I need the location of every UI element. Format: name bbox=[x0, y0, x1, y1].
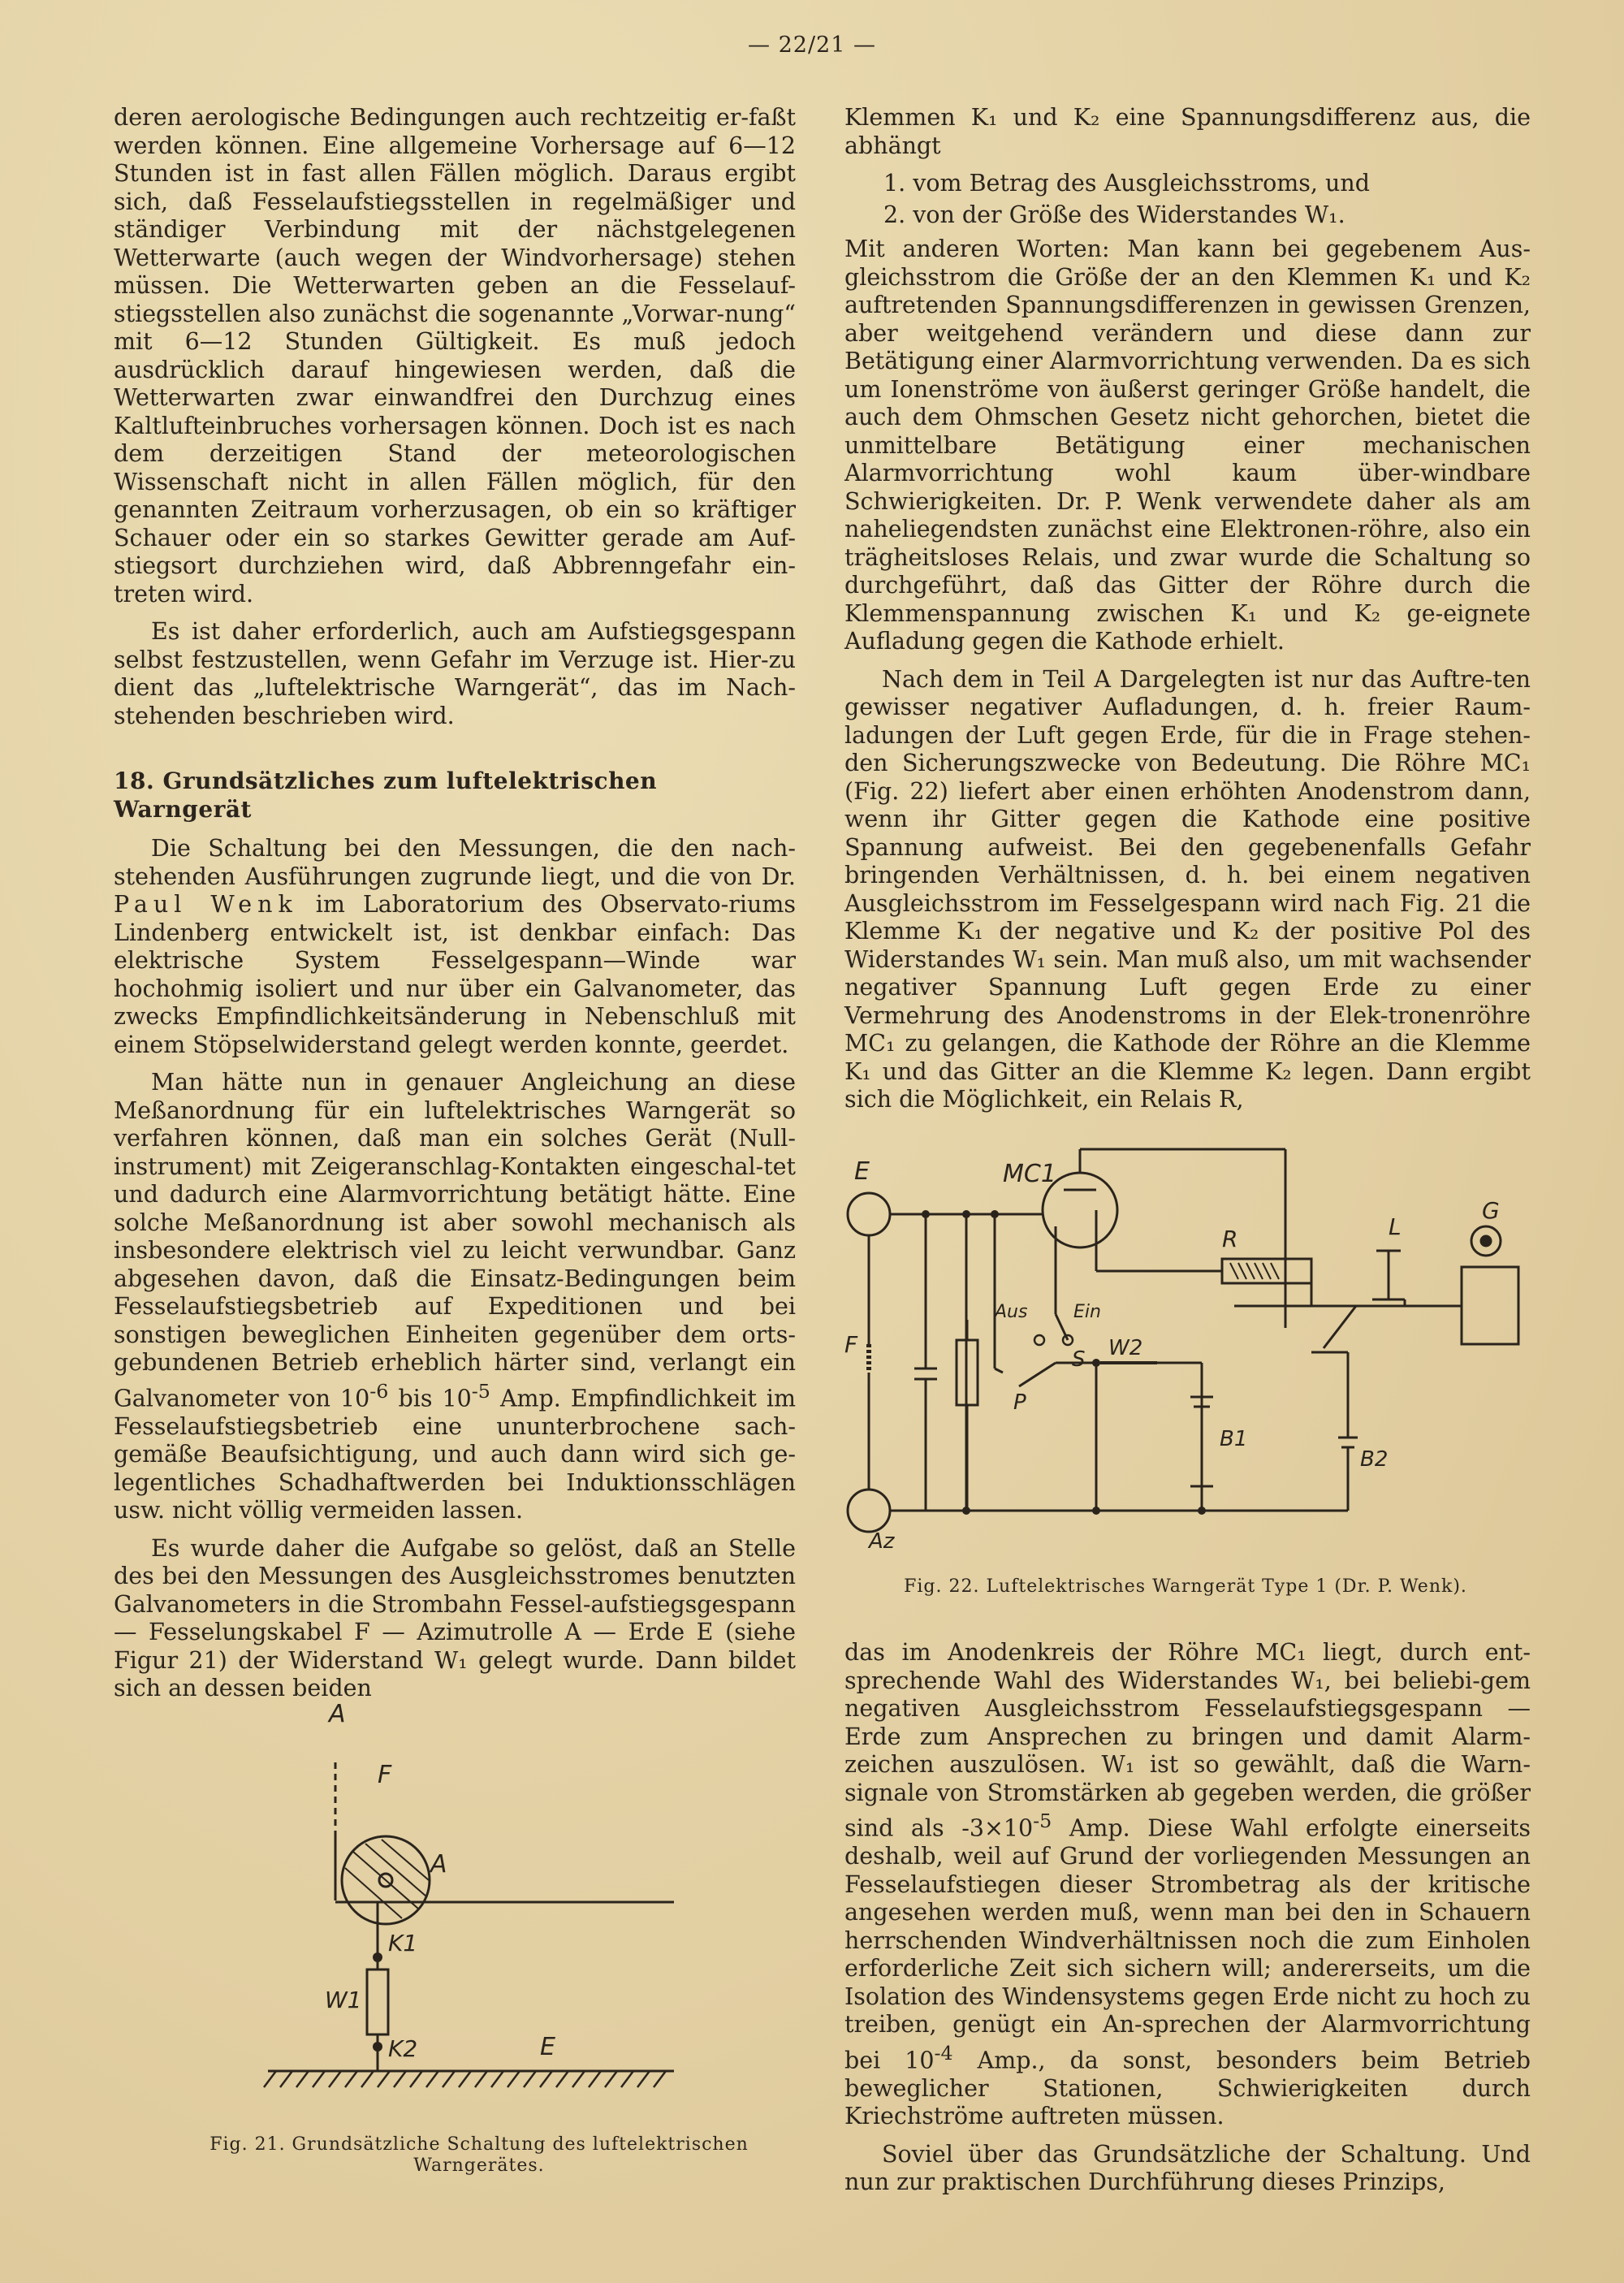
enumeration bbox=[883, 170, 1531, 229]
label-b2: B2 bbox=[1360, 1447, 1389, 1472]
label-e: E bbox=[854, 1157, 870, 1186]
left-column bbox=[114, 104, 796, 1713]
label-ein: Ein bbox=[1073, 1302, 1101, 1322]
terminal-k2 bbox=[373, 2042, 382, 2052]
paragraph: Es ist daher erforderlich, auch am Aufstiegsgespann selbst festzustellen, wenn Gefahr im Verzuge ist. Hier-zu dient das „luftelektrische Warngerät“, das im Nach-stehenden beschrieben wird. bbox=[114, 618, 796, 729]
text-run: Man hätte nun in genauer Angleichung an diese Meßanordnung für ein luftelektrisches Warngerät so verfahren können, daß man ein solches Gerät (Null-instrument) mit Zeigeranschlag-Kontakten eingeschal-tet und dadurch eine Alarmvorrichtung betätigt hätte. Eine solche Meßanordnung ist aber sowohl mechanisch als insbesondere elektrisch viel zu leicht verwundbar. Ganz abgesehen davon, daß die Einsatz-Bedingungen beim Fesselaufstiegsbetrieb auf Expeditionen und bei sonstigen beweglichen Einheiten gegenüber dem orts-gebundenen Betrieb erheblich härter sind, verlangt ein Galvanometer von 10 bbox=[114, 1069, 796, 1412]
label-az: Az bbox=[869, 1529, 895, 1554]
exponent: -6 bbox=[369, 1379, 389, 1403]
paragraph: Es wurde daher die Aufgabe so gelöst, daß an Stelle des bei den Messungen des Ausgleichsstromes benutzten Galvanometers in die Strombahn Fessel-aufstiegsgespann — Fesselungskabel F — Azimutrolle A — Erde E (siehe Figur 21) der Widerstand W₁ gelegt wurde. Dann bildet sich an dessen beiden bbox=[114, 1534, 796, 1701]
label-mc1: MC1 bbox=[1003, 1160, 1056, 1188]
text-run: das im Anodenkreis der Röhre MC₁ liegt, durch ent-sprechende Wahl des Widerstandes W₁, bei beliebi-gem negativen Ausgleichsstrom Fesselaufstiegsgespann — Erde zum Ansprechen zu bringen und damit Alarm-zeichen auszulösen. W₁ ist so gewählt, daß die Warn-signale von Stromstärken ab gegeben werden, die größer sind als -3×10 bbox=[844, 1639, 1531, 1842]
figure-22 bbox=[836, 1145, 1535, 1567]
fig21-caption: Fig. 21. Grundsätzliche Schaltung des luftelektrischen Warngerätes. bbox=[209, 2134, 749, 2176]
terminal-e bbox=[848, 1193, 890, 1235]
label-a-top: A bbox=[329, 1700, 346, 1728]
bell-g bbox=[1462, 1267, 1518, 1344]
list-item: 2. von der Größe des Widerstandes W₁. bbox=[883, 201, 1345, 228]
paragraph: Soviel über das Grundsätzliche der Schaltung. Und nun zur praktischen Durchführung dieses Prinzips, bbox=[844, 2140, 1531, 2195]
label-aus: Aus bbox=[995, 1302, 1028, 1322]
exponent: -5 bbox=[1033, 1810, 1052, 1832]
fig21-diagram bbox=[244, 1689, 698, 2128]
resistor-w1 bbox=[367, 1970, 388, 2034]
text-run: im Laboratorium des Observato-riums Lindenberg entwickelt ist, ist denkbar einfach: Das elektrische System Fesselgespann—Winde war hochohmig isoliert und nur über ein Galvanometer, das zwecks Empfindlichkeitsänderung in Nebenschluß mit einem Stöpselwiderstand gelegt werden konnte, geerdet. bbox=[114, 891, 796, 1058]
list-item: 1. vom Betrag des Ausgleichsstroms, und bbox=[883, 170, 1371, 197]
paragraph bbox=[114, 835, 796, 1059]
label-b1: B1 bbox=[1220, 1427, 1248, 1451]
text-run: Amp., da sonst, besonders beim Betrieb beweglicher Stationen, Schwierigkeiten durch Kriechströme auftreten müssen. bbox=[844, 2047, 1531, 2130]
terminal-az bbox=[848, 1490, 890, 1532]
paragraph bbox=[114, 1069, 796, 1525]
figure-21 bbox=[244, 1689, 698, 2128]
right-column bbox=[844, 104, 1531, 1124]
text-run: bis 10 bbox=[388, 1385, 472, 1412]
relay-coil bbox=[1230, 1263, 1279, 1279]
label-k1: K1 bbox=[388, 1930, 418, 1957]
terminal-k1 bbox=[373, 1952, 382, 1962]
right-column-lower bbox=[844, 1639, 1531, 2207]
label-f: F bbox=[844, 1331, 858, 1358]
fig22-caption: Fig. 22. Luftelektrisches Warngerät Type 1 (Dr. P. Wenk). bbox=[904, 1576, 1467, 1597]
label-w1: W1 bbox=[325, 1987, 362, 2013]
label-k2: K2 bbox=[388, 2035, 418, 2062]
label-r: R bbox=[1222, 1226, 1238, 1252]
paragraph: Nach dem in Teil A Dargelegten ist nur das Auftre-ten gewisser negativer Aufladungen, d. h. freier Raum-ladungen der Luft gegen Erde, für die in Frage stehen-den Sicherungszwecke von Bedeutung. Die Röhre MC₁ (Fig. 22) liefert aber einen erhöhten Anodenstrom dann, wenn ihr Gitter gegen die Kathode eine positive Spannung aufweist. Bei den gegebenenfalls Gefahr bringenden Verhältnissen, d. h. bei einem negativen Ausgleichsstrom im Fesselgespann wird nach Fig. 21 die Klemme K₁ der negative und K₂ der positive Pol des Widerstandes W₁ sein. Man muß also, um mit wachsender negativer Spannung Luft gegen Erde zu einer Vermehrung des Anodenstroms in der Elek-tronenröhre MC₁ zu gelangen, die Kathode der Röhre an die Klemme K₁ und das Gitter an die Klemme K₂ legen. Dann ergibt sich die Möglichkeit, ein Relais R, bbox=[844, 665, 1531, 1113]
exponent: -4 bbox=[934, 2041, 953, 2065]
label-g: G bbox=[1482, 1197, 1500, 1224]
text-run: Die Schaltung bei den Messungen, die den nach-stehenden Ausführungen zugrunde liegt, und die von Dr. bbox=[114, 835, 796, 890]
label-s: S bbox=[1072, 1347, 1086, 1372]
section-heading: 18. Grundsätzliches zum luftelektrischen Warngerät bbox=[114, 767, 658, 823]
label-w2: W2 bbox=[1108, 1336, 1143, 1360]
fig22-diagram bbox=[836, 1145, 1535, 1567]
label-l: L bbox=[1389, 1213, 1402, 1240]
label-p: P bbox=[1013, 1390, 1026, 1415]
paragraph: Mit anderen Worten: Man kann bei gegebenem Aus-gleichsstrom die Größe der an den Klemmen K₁ und K₂ auftretenden Spannungsdifferenzen in gewissen Grenzen, aber weitgehend verändern und diese dann zur Betätigung einer Alarmvorrichtung verwenden. Da es sich um Ionenströme von äußerst geringer Größe handelt, die auch dem Ohmschen Gesetz nicht gehorchen, bietet die unmittelbare Betätigung einer mechanischen Alarmvorrichtung wohl kaum über-windbare Schwierigkeiten. Dr. P. Wenk verwendete daher als am naheliegendsten zunächst eine Elektronen-röhre, also ein trägheitsloses Relais, und zwar wurde die Schaltung so durchgeführt, daß das Gitter der Röhre durch die Klemmenspannung zwischen K₁ und K₂ ge-eignete Aufladung gegen die Kathode erhielt. bbox=[844, 236, 1531, 655]
earth-hatching bbox=[264, 2071, 666, 2087]
text-run: Amp. Empfindlichkeit im Fesselaufstiegsbetrieb eine ununterbrochene sach-gemäße Beaufsichtigung, und auch dann wird sich ge-legentliches Schadhaftwerden bei Induktionsschlägen usw. nicht völlig vermeiden lassen. bbox=[114, 1385, 797, 1524]
exponent: -5 bbox=[471, 1379, 490, 1403]
text-run: Amp. Diese Wahl erfolgte einerseits deshalb, weil auf Grund der vorliegenden Messungen an Fesselaufstiegen dieser Strombetrag als der kritische angesehen werden muß, wenn man bei den in Schauern herrschenden Windverhältnissen noch die zum Einholen erforderliche Zeit sich sichern will; andererseits, um die Isolation des Windensystems gegen Erde nicht zu hoch zu treiben, genügt ein An-sprechen der Alarmvorrichtung bei 10 bbox=[844, 1814, 1531, 2073]
paragraph: Klemmen K₁ und K₂ eine Spannungsdifferenz aus, die abhängt bbox=[844, 104, 1531, 159]
label-f: F bbox=[378, 1761, 392, 1789]
paragraph: deren aerologische Bedingungen auch rechtzeitig er-faßt werden können. Eine allgemeine Vorhersage auf 6—12 Stunden ist in fast allen Fällen möglich. Daraus ergibt sich, daß Fesselaufstiegsstellen in regelmäßiger und ständiger Verbindung mit der nächstgelegenen Wetterwarte (auch wegen der Windvorhersage) stehen müssen. Die Wetterwarten geben an die Fesselauf-stiegsstellen also zunächst die sogenannte „Vorwar-nung“ mit 6—12 Stunden Gültigkeit. Es muß jedoch ausdrücklich darauf hingewiesen werden, daß die Wetterwarten zwar einwandfrei den Durchzug eines Kaltlufteinbruches vorhersagen können. Doch ist es nach dem derzeitigen Stand der meteorologischen Wissenschaft nicht in allen Fällen möglich, für den genannten Zeitraum vorherzusagen, ob ein so kräftiger Schauer oder ein so starkes Gewitter gerade am Auf-stiegsort durchziehen wird, daß Abbrenngefahr ein-treten wird. bbox=[114, 104, 796, 608]
label-e: E bbox=[540, 2033, 555, 2061]
author-name: Paul Wenk bbox=[114, 891, 298, 918]
label-a-roll: A bbox=[430, 1850, 447, 1879]
paragraph bbox=[844, 1639, 1531, 2131]
page-number: — 22/21 — bbox=[748, 32, 876, 58]
